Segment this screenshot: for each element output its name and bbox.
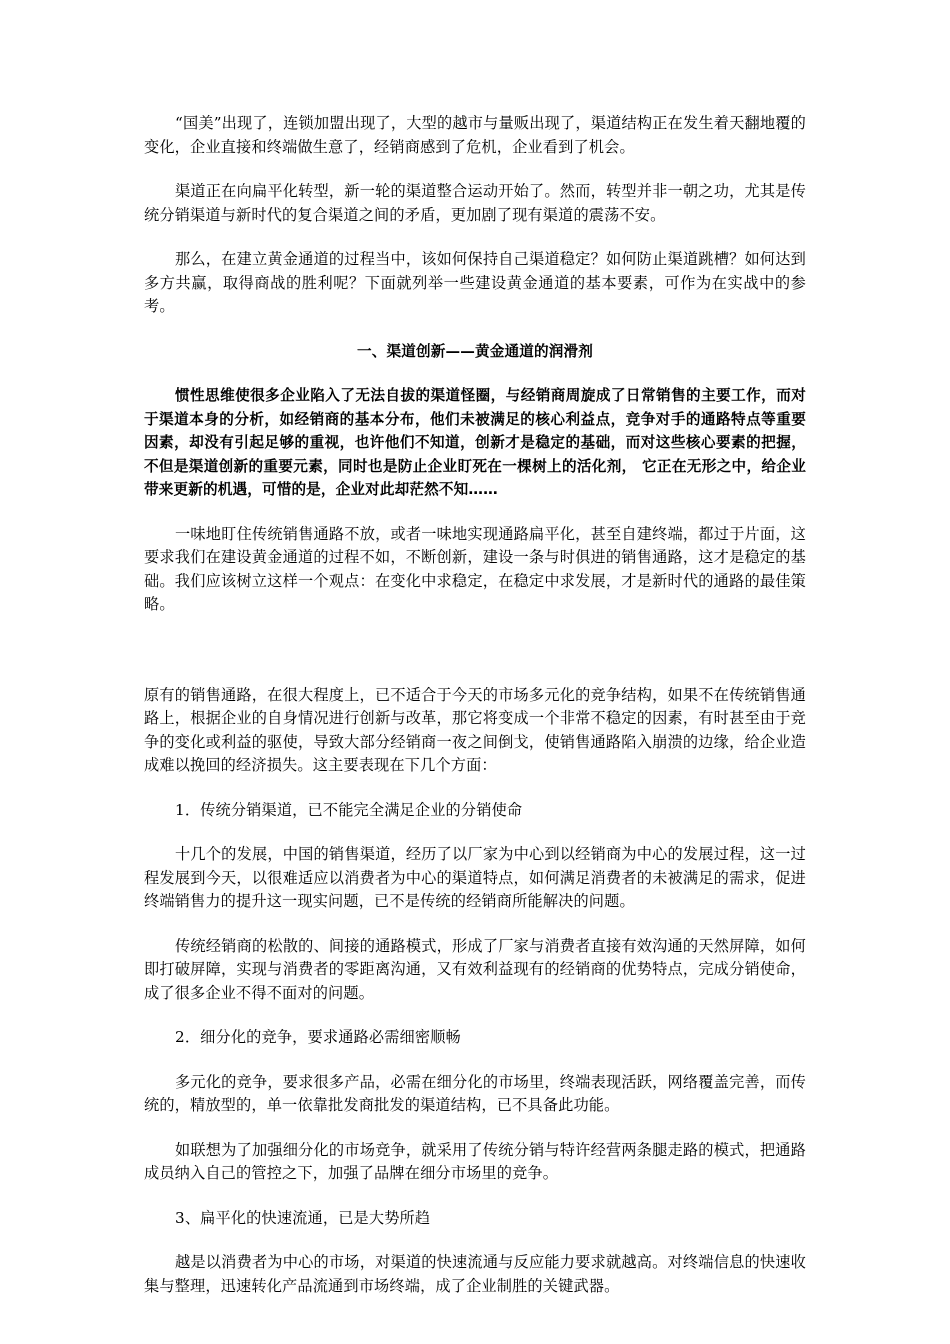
document-page <box>144 112 806 1298</box>
section-heading-channel-innovation: 一、渠道创新——黄金通道的润滑剂 <box>357 342 593 360</box>
list-heading-traditional-distribution: 1．传统分销渠道，已不能完全满足企业的分销使命 <box>175 800 523 819</box>
list-heading-flattening-trend: 3、扁平化的快速流通，已是大势所趋 <box>175 1208 431 1227</box>
paragraph-channel-development: 十几个的发展，中国的销售渠道，经历了以厂家为中心到以经销商为中心的发展过程，这一过程发展到今天，以很难适应以消费者为中心的渠道特点，如何满足消费者的未被满足的需求，促进终端销售力的提升这一现实问题，已不是传统的经销商所能解决的问题。 <box>144 845 806 910</box>
paragraph-channel-flattening: 渠道正在向扁平化转型，新一轮的渠道整合运动开始了。然而，转型并非一朝之功，尤其是传统分销渠道与新时代的复合渠道之间的矛盾，更加剧了现有渠道的震荡不安。 <box>144 182 806 224</box>
paragraph-guomei: “国美”出现了，连锁加盟出现了，大型的越市与量贩出现了，渠道结构正在发生着天翻地覆的变化，企业直接和终端做生意了，经销商感到了危机，企业看到了机会。 <box>144 114 806 156</box>
paragraph-lenovo-example: 如联想为了加强细分化的市场竞争，就采用了传统分销与特许经营两条腿走路的模式，把通路成员纳入自己的管控之下，加强了品牌在细分市场里的竞争。 <box>144 1140 806 1182</box>
paragraph-original-channels: 原有的销售通路，在很大程度上，已不适合于今天的市场多元化的竞争结构，如果不在传统销售通路上，根据企业的自身情况进行创新与改革，那它将变成一个非常不稳定的因素，有时甚至由于竞争的变化或利益的驱使，导致大部分经销商一夜之间倒戈，使销售通路陷入崩溃的边缘，给企业造成难以挽回的经济损失。这主要表现在下几个方面： <box>144 685 806 774</box>
paragraph-traditional-dealers: 传统经销商的松散的、间接的通路模式，形成了厂家与消费者直接有效沟通的天然屏障，如何即打破屏障，实现与消费者的零距离沟通，又有效利益现有的经销商的优势特点，完成分销使命，成了很多企业不得不面对的问题。 <box>144 936 806 1002</box>
list-heading-segmented-competition: 2．细分化的竞争，要求通路必需细密顺畅 <box>175 1028 461 1046</box>
paragraph-inertia-thinking: 惯性思维使很多企业陷入了无法自拔的渠道怪圈，与经销商周旋成了日常销售的主要工作，而对于渠道本身的分析，如经销商的基本分布，他们未被满足的核心利益点，竞争对手的通路特点等重要因素，却没有引起足够的重视，也许他们不知道，创新才是稳定的基础，而对这些核心要素的把握，不但是渠道创新的重要元素，同时也是防止企业盯死在一棵树上的活化剂， 它正在无形之中，给企业带来更新的机遇，可惜的是，企业对此却茫然不知…… <box>144 387 806 498</box>
paragraph-golden-channel-questions: 那么，在建立黄金通道的过程当中，该如何保持自己渠道稳定？如何防止渠道跳槽？如何达到多方共赢，取得商战的胜利呢？下面就列举一些建设黄金通道的基本要素，可作为在实战中的参考。 <box>144 250 806 315</box>
paragraph-continuous-innovation: 一味地盯住传统销售通路不放，或者一味地实现通路扁平化，甚至自建终端，都过于片面，这要求我们在建设黄金通道的过程不如，不断创新，建设一条与时俱进的销售通路，这才是稳定的基础。我们应该树立这样一个观点：在变化中求稳定，在稳定中求发展，才是新时代的通路的最佳策略。 <box>144 524 806 613</box>
paragraph-consumer-centric-market: 越是以消费者为中心的市场，对渠道的快速流通与反应能力要求就越高。对终端信息的快速收集与整理，迅速转化产品流通到市场终端，成了企业制胜的关键武器。 <box>144 1253 806 1295</box>
paragraph-diversified-competition: 多元化的竞争，要求很多产品，必需在细分化的市场里，终端表现活跃，网络覆盖完善，而传统的，精放型的，单一依靠批发商批发的渠道结构，已不具备此功能。 <box>144 1072 806 1114</box>
